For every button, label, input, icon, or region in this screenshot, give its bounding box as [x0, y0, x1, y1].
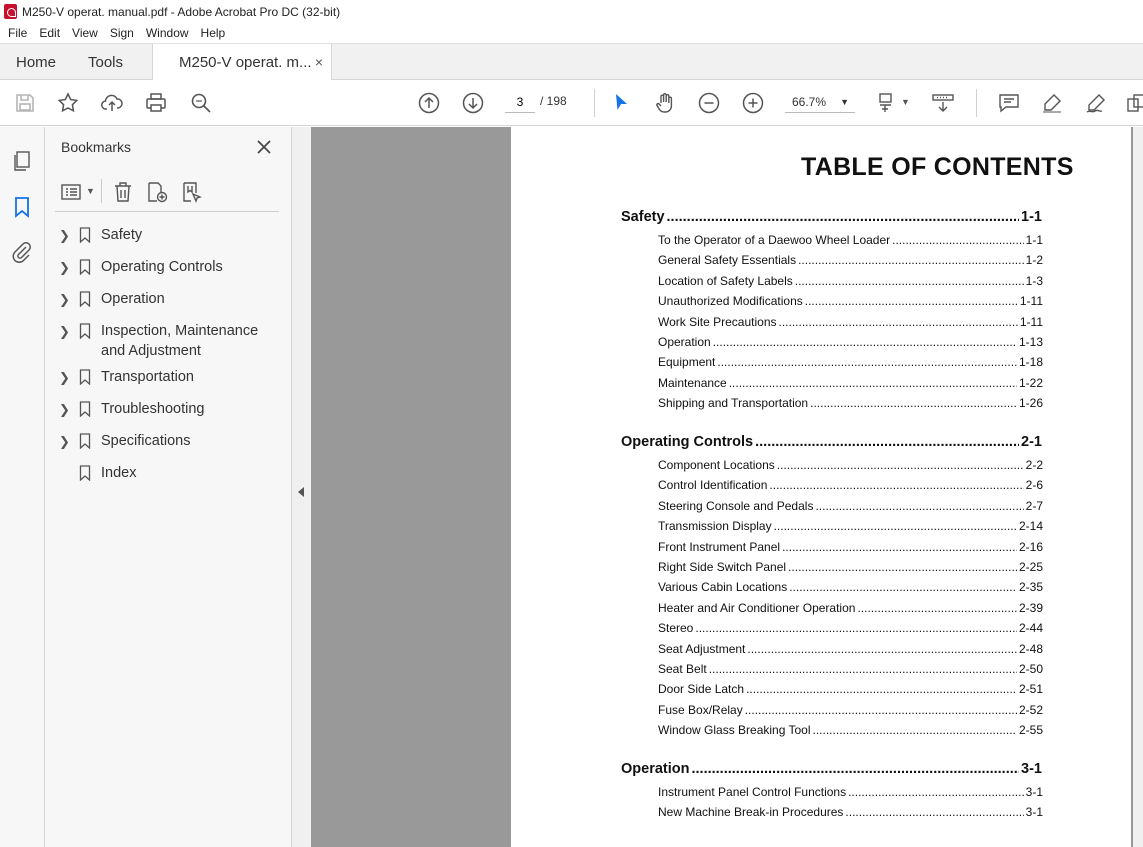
toc-section-title: Operating Controls	[621, 434, 754, 450]
toc-entry-title: Steering Console and Pedals	[658, 498, 814, 513]
toc-entry-page: 2-16	[1018, 539, 1043, 554]
bookmark-icon	[79, 401, 91, 417]
toc-entry-row[interactable]	[658, 642, 1043, 656]
tab-document[interactable]	[152, 44, 332, 80]
bookmark-label: Troubleshooting	[101, 401, 205, 417]
bookmarks-title: Bookmarks	[61, 139, 132, 155]
toc-entry-row[interactable]	[658, 662, 1043, 676]
toc-entry-title: Heater and Air Conditioner Operation	[658, 600, 856, 615]
chevron-right-icon[interactable]: ❯	[59, 260, 70, 275]
toc-entry-title: Component Locations	[658, 458, 775, 472]
toc-entry-page: 1-26	[1018, 396, 1043, 411]
bookmark-label: Operation	[101, 291, 165, 307]
toc-section-title: Operation	[621, 761, 690, 777]
toc-entry-row[interactable]	[658, 499, 1043, 513]
toc-entry-title: New Machine Break-in Procedures	[658, 805, 844, 820]
toc-heading: TABLE OF CONTENTS	[801, 153, 1074, 181]
zoom-out-icon[interactable]	[697, 91, 721, 115]
more-tools-icon[interactable]	[1124, 91, 1143, 115]
vertical-scrollbar[interactable]	[1133, 127, 1143, 847]
toc-entry-row[interactable]	[658, 785, 1043, 799]
toc-entry-title: Seat Belt	[658, 662, 707, 676]
toc-entry-page: 3-1	[1025, 785, 1043, 799]
toc-entry-page: 2-55	[1018, 723, 1043, 738]
acrobat-app-icon	[4, 4, 17, 19]
toc-entry-row[interactable]	[658, 805, 1043, 819]
toc-leader-dots	[845, 805, 1023, 819]
bookmarks-panel	[45, 127, 292, 847]
scroll-mode-icon[interactable]	[931, 91, 955, 115]
toc-entry-page: 2-39	[1018, 600, 1043, 615]
tab-home[interactable]: Home	[16, 53, 57, 71]
toc-entry-row[interactable]	[658, 621, 1043, 635]
menu-view[interactable]: View	[72, 26, 98, 40]
options-list-icon[interactable]	[60, 180, 84, 204]
toc-entry-title: Fuse Box/Relay	[658, 702, 743, 717]
zoom-in-icon[interactable]	[741, 91, 765, 115]
toc-entry-title: Location of Safety Labels	[658, 273, 793, 288]
bookmark-icon	[79, 259, 91, 275]
toc-entry-page: 1-11	[1019, 294, 1043, 309]
toc-entry-title: Control Identification	[658, 478, 768, 493]
toc-entry-title: Shipping and Transportation	[658, 396, 809, 411]
close-icon[interactable]	[253, 136, 275, 158]
save-icon[interactable]	[13, 91, 37, 115]
attachments-icon[interactable]	[10, 240, 34, 264]
toc-section-row[interactable]	[621, 761, 1042, 777]
bookmark-icon	[79, 465, 91, 481]
toc-leader-dots	[747, 642, 1017, 656]
options-dropdown-icon[interactable]: ▼	[86, 186, 95, 196]
tab-close-icon[interactable]: ×	[314, 54, 323, 70]
toc-entry-row[interactable]	[658, 233, 1043, 247]
toc-section-row[interactable]	[621, 434, 1042, 450]
left-navigation-rail	[0, 127, 45, 847]
bookmark-icon	[79, 433, 91, 449]
page-number-input[interactable]	[505, 91, 535, 113]
page-up-icon[interactable]	[417, 91, 441, 115]
toc-entry-page: 2-48	[1018, 641, 1043, 656]
toc-entry-row[interactable]	[658, 560, 1043, 574]
toc-entry-title: Work Site Precautions	[658, 314, 777, 329]
toc-leader-dots	[805, 294, 1018, 308]
bookmark-from-selection-icon[interactable]	[180, 180, 204, 204]
chevron-right-icon[interactable]: ❯	[59, 402, 70, 417]
bookmark-label: Specifications	[101, 433, 191, 449]
bookmark-icon	[79, 323, 91, 339]
bookmark-icon	[79, 227, 91, 243]
print-icon[interactable]	[144, 91, 168, 115]
panel-collapse-handle[interactable]	[292, 127, 311, 847]
toc-entry-title: Operation	[658, 335, 711, 349]
bookmark-label: Inspection, Maintenance and Adjustment	[101, 323, 259, 359]
toc-section-title: Safety	[621, 209, 665, 225]
tab-tools[interactable]: Tools	[88, 53, 124, 71]
toc-leader-dots	[667, 209, 1020, 225]
fit-page-dropdown[interactable]: ▼	[901, 97, 910, 107]
toc-leader-dots	[709, 662, 1017, 676]
toc-leader-dots	[777, 458, 1024, 472]
toc-leader-dots	[795, 274, 1024, 288]
toc-entry-page: 2-52	[1018, 702, 1043, 717]
bookmark-label: Transportation	[101, 369, 194, 385]
toc-entry-row[interactable]	[658, 519, 1043, 533]
toc-leader-dots	[815, 499, 1023, 513]
chevron-right-icon[interactable]: ❯	[59, 292, 70, 307]
bookmark-icon	[79, 291, 91, 307]
bookmark-label: Safety	[101, 227, 143, 243]
collapse-arrow-icon[interactable]	[298, 487, 304, 497]
toc-entry-row[interactable]	[658, 478, 1043, 492]
toc-entry-title: Unauthorized Modifications	[658, 294, 803, 309]
page-thumbnails-icon[interactable]	[10, 149, 34, 173]
menu-edit[interactable]: Edit	[39, 26, 61, 40]
toc-leader-dots	[788, 560, 1017, 574]
bookmarks-panel-icon[interactable]	[10, 195, 34, 219]
toc-entry-page: 1-13	[1018, 335, 1043, 349]
toc-entry-title: Window Glass Breaking Tool	[658, 723, 811, 738]
bookmarks-toolbar	[55, 177, 280, 207]
toc-leader-dots	[755, 434, 1019, 450]
select-cursor-icon[interactable]	[609, 91, 633, 115]
window-title: M250-V operat. manual.pdf - Adobe Acrobat Pro DC (32-bit)	[22, 4, 341, 19]
hand-icon[interactable]	[653, 91, 677, 115]
toc-entry-row[interactable]	[658, 601, 1043, 615]
toc-entry-title: Stereo	[658, 621, 694, 636]
toc-entry-page: 2-44	[1018, 621, 1043, 636]
chevron-right-icon[interactable]: ❯	[59, 434, 70, 449]
star-icon[interactable]	[56, 91, 80, 115]
delete-bookmark-icon[interactable]	[111, 180, 135, 204]
toc-entry-row[interactable]	[658, 335, 1043, 349]
toc-entry-page: 1-2	[1025, 253, 1043, 268]
menu-file[interactable]: File	[8, 26, 28, 40]
sign-icon[interactable]	[1084, 91, 1108, 115]
toc-leader-dots	[695, 621, 1017, 635]
toc-entry-row[interactable]	[658, 540, 1043, 554]
toc-entry-page: 2-25	[1018, 560, 1043, 574]
toc-leader-dots	[798, 253, 1024, 267]
toc-entry-page: 1-18	[1018, 355, 1043, 370]
bookmark-label: Index	[101, 465, 137, 481]
new-bookmark-icon[interactable]	[145, 180, 169, 204]
toc-leader-dots	[789, 580, 1017, 594]
comment-icon[interactable]	[997, 91, 1021, 115]
toc-leader-dots	[848, 785, 1024, 799]
toc-entry-row[interactable]	[658, 355, 1043, 369]
toc-entry-title: Various Cabin Locations	[658, 580, 788, 595]
toc-leader-dots	[717, 355, 1017, 369]
toc-leader-dots	[892, 233, 1024, 247]
zoom-value: 66.7%	[792, 94, 827, 109]
document-viewport[interactable]	[311, 127, 1143, 847]
toc-entry-row[interactable]	[658, 274, 1043, 288]
toc-entry-title: Right Side Switch Panel	[658, 560, 787, 574]
zoom-select[interactable]	[785, 91, 855, 113]
page-total: / 198	[540, 94, 567, 108]
fit-page-icon[interactable]	[876, 91, 900, 115]
toc-entry-row[interactable]	[658, 253, 1043, 267]
tab-bar	[0, 43, 1143, 80]
toc-entry-row[interactable]	[658, 315, 1043, 329]
find-icon[interactable]	[189, 91, 213, 115]
chevron-down-icon: ▼	[840, 97, 849, 107]
toc-entry-title: Seat Adjustment	[658, 641, 746, 656]
toc-section-page: 1-1	[1021, 209, 1042, 225]
toc-entry-page: 2-14	[1018, 519, 1043, 534]
chevron-right-icon[interactable]: ❯	[59, 370, 70, 385]
toc-section-page: 3-1	[1021, 761, 1042, 777]
toc-section-row[interactable]	[621, 209, 1042, 225]
bookmark-label: Operating Controls	[101, 259, 223, 275]
toc-entry-page: 3-1	[1025, 805, 1043, 820]
toc-entry-title: Equipment	[658, 355, 716, 370]
toc-entry-row[interactable]	[658, 580, 1043, 594]
toc-entry-title: Front Instrument Panel	[658, 539, 781, 554]
toc-entry-page: 2-7	[1025, 498, 1043, 513]
toc-entry-title: Instrument Panel Control Functions	[658, 785, 847, 799]
toc-entry-row[interactable]	[658, 376, 1043, 390]
toc-entry-page: 1-22	[1018, 375, 1043, 390]
toc-leader-dots	[779, 315, 1018, 329]
toc-section-page: 2-1	[1021, 434, 1042, 450]
toc-entry-title: Transmission Display	[658, 519, 772, 534]
toc-entry-page: 2-50	[1018, 662, 1043, 676]
toc-entry-page: 1-3	[1025, 273, 1043, 288]
toc-leader-dots	[691, 761, 1019, 777]
toc-entry-row[interactable]	[658, 723, 1043, 737]
toc-entry-title: General Safety Essentials	[658, 253, 797, 268]
menu-sign[interactable]: Sign	[109, 26, 134, 40]
toc-leader-dots	[729, 376, 1017, 390]
toc-entry-title: Door Side Latch	[658, 682, 745, 697]
toc-leader-dots	[746, 682, 1017, 696]
toc-leader-dots	[810, 396, 1017, 410]
toc-leader-dots	[769, 478, 1023, 492]
toc-entry-page: 2-2	[1025, 458, 1043, 472]
title-bar	[0, 0, 1143, 23]
toc-entry-row[interactable]	[658, 458, 1043, 472]
toc-leader-dots	[713, 335, 1017, 349]
menu-bar	[0, 23, 1143, 43]
pdf-page	[511, 127, 1131, 847]
toc-leader-dots	[813, 723, 1017, 737]
menu-help[interactable]: Help	[200, 26, 226, 40]
toc-entry-row[interactable]	[658, 396, 1043, 410]
upload-icon[interactable]	[100, 91, 124, 115]
toc-entry-page: 2-6	[1025, 478, 1043, 493]
toc-entry-row[interactable]	[658, 703, 1043, 717]
toc-leader-dots	[745, 703, 1017, 717]
toolbar	[0, 80, 1143, 126]
toc-entry-page: 1-11	[1019, 314, 1043, 329]
chevron-right-icon[interactable]: ❯	[59, 324, 70, 339]
toc-entry-page: 2-51	[1018, 682, 1043, 697]
toc-leader-dots	[857, 601, 1017, 615]
toc-leader-dots	[782, 540, 1017, 554]
toc-entry-row[interactable]	[658, 682, 1043, 696]
toc-entry-title: Maintenance	[658, 375, 727, 390]
toc-entry-page: 2-35	[1018, 580, 1043, 595]
highlight-icon[interactable]	[1040, 91, 1064, 115]
toc-entry-row[interactable]	[658, 294, 1043, 308]
tab-document-label: M250-V operat. m...	[179, 53, 312, 71]
toc-entry-page: 1-1	[1025, 233, 1043, 247]
chevron-right-icon[interactable]: ❯	[59, 228, 70, 243]
page-down-icon[interactable]	[461, 91, 485, 115]
toc-entry-title: To the Operator of a Daewoo Wheel Loader	[658, 233, 891, 247]
bookmark-icon	[79, 369, 91, 385]
toc-leader-dots	[774, 519, 1017, 533]
menu-window[interactable]: Window	[145, 26, 189, 40]
